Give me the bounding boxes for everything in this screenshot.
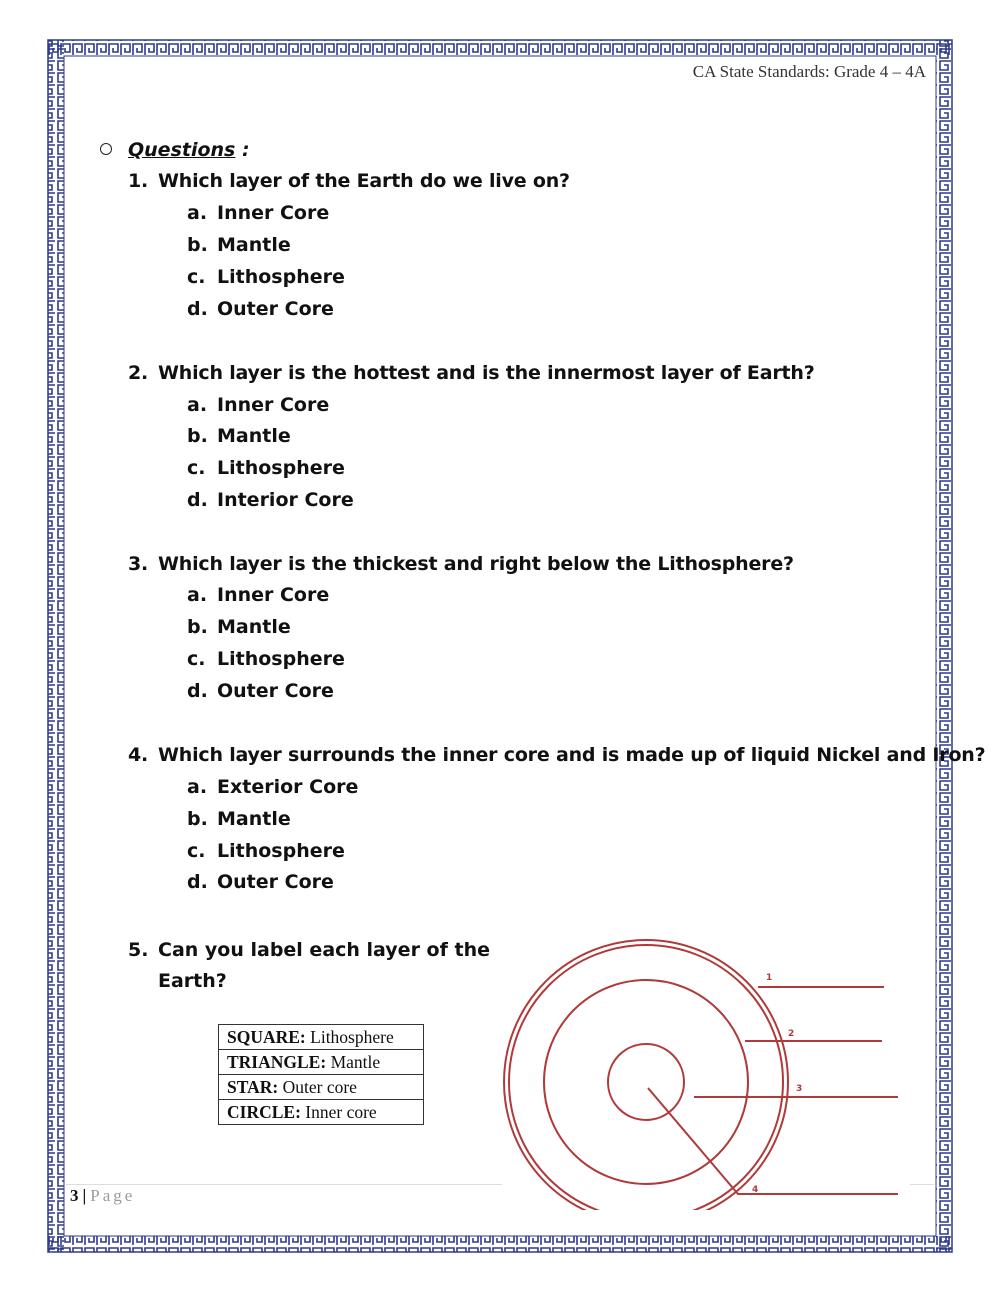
legend-value: Inner core (300, 1101, 377, 1122)
question-3 (128, 553, 794, 575)
option-text: Outer Core (217, 298, 334, 320)
option-text: Lithosphere (217, 266, 345, 288)
header-standard: CA State Standards: Grade 4 – 4A (692, 62, 926, 81)
question-2-option-a[interactable] (187, 394, 329, 416)
option-letter: a. (187, 776, 208, 798)
option-letter: c. (187, 840, 206, 862)
question-4-option-b[interactable] (187, 808, 291, 830)
option-letter: b. (187, 616, 208, 638)
option-text: Lithosphere (217, 457, 345, 479)
question-3-option-c[interactable] (187, 648, 345, 670)
legend-key: SQUARE: (227, 1026, 306, 1047)
question-text: Which layer of the Earth do we live on? (158, 170, 570, 192)
option-text: Lithosphere (217, 648, 345, 670)
question-3-option-d[interactable] (187, 680, 334, 702)
question-4 (128, 744, 985, 766)
question-number: 1. (128, 170, 149, 192)
legend-row (219, 1100, 424, 1125)
legend-row (219, 1050, 424, 1075)
question-text-line-1: Can you label each layer of the (158, 939, 490, 961)
question-3-option-b[interactable] (187, 616, 291, 638)
option-text: Mantle (217, 425, 291, 447)
option-text: Inner Core (217, 202, 330, 224)
question-4-option-c[interactable] (187, 840, 345, 862)
question-number: 5. (128, 939, 149, 961)
question-1-option-d[interactable] (187, 298, 334, 320)
option-letter: b. (187, 808, 208, 830)
legend-key: TRIANGLE: (227, 1051, 327, 1072)
option-letter: a. (187, 584, 208, 606)
option-text: Mantle (217, 616, 291, 638)
legend-value: Mantle (326, 1051, 381, 1072)
option-text: Exterior Core (217, 776, 359, 798)
inner-core-ring (608, 1044, 684, 1120)
option-letter: d. (187, 298, 208, 320)
outer-core-area (571, 1007, 721, 1157)
option-text: Lithosphere (217, 840, 345, 862)
footer-divider (66, 1184, 502, 1185)
question-4-option-d[interactable] (187, 871, 334, 893)
page-footer (70, 1186, 135, 1206)
legend-key: CIRCLE: (227, 1101, 301, 1122)
circle-bullet-icon (100, 143, 112, 155)
label-line-4[interactable] (648, 1088, 898, 1194)
option-text: Outer Core (217, 871, 334, 893)
question-2-option-d[interactable] (187, 489, 354, 511)
question-1-option-b[interactable] (187, 234, 291, 256)
question-3-option-a[interactable] (187, 584, 329, 606)
legend-row (219, 1075, 424, 1100)
question-5 (128, 935, 490, 997)
mantle-ring (544, 980, 748, 1184)
question-1-option-a[interactable] (187, 202, 329, 224)
question-text: Which layer is the hottest and is the innermost layer of Earth? (158, 362, 815, 384)
page-word: Page (90, 1186, 136, 1205)
question-number: 3. (128, 553, 149, 575)
option-letter: d. (187, 489, 208, 511)
legend-key: STAR: (227, 1076, 279, 1097)
option-text: Inner Core (217, 394, 330, 416)
option-text: Mantle (217, 808, 291, 830)
question-2-option-b[interactable] (187, 425, 291, 447)
footer-separator: | (82, 1186, 87, 1205)
question-4-option-a[interactable] (187, 776, 358, 798)
question-text: Which layer is the thickest and right below the Lithosphere? (158, 553, 794, 575)
option-text: Interior Core (217, 489, 354, 511)
option-text: Inner Core (217, 584, 330, 606)
question-1-option-c[interactable] (187, 266, 345, 288)
option-letter: a. (187, 202, 208, 224)
question-number: 2. (128, 362, 149, 384)
question-text: Which layer surrounds the inner core and is made up of liquid Nickel and Iron? (158, 744, 986, 766)
question-2-option-c[interactable] (187, 457, 345, 479)
legend-value: Lithosphere (305, 1026, 394, 1047)
question-text-line-2: Earth? (158, 970, 227, 992)
option-text: Outer Core (217, 680, 334, 702)
legend-row (219, 1025, 424, 1050)
diagram-label-1: 1 (766, 973, 773, 983)
legend-table (218, 1024, 424, 1125)
option-letter: c. (187, 648, 206, 670)
diagram-label-3: 3 (796, 1084, 803, 1094)
option-letter: b. (187, 425, 208, 447)
question-number: 4. (128, 744, 149, 766)
lithosphere-inner-ring (509, 945, 783, 1210)
option-letter: c. (187, 266, 206, 288)
legend-value: Outer core (278, 1076, 357, 1097)
question-1 (128, 170, 570, 192)
question-2 (128, 362, 815, 384)
page-number: 3 (70, 1186, 79, 1205)
earth-layers-diagram (490, 930, 910, 1210)
section-title-suffix: : (235, 139, 250, 161)
option-letter: d. (187, 871, 208, 893)
section-title-text: Questions (128, 139, 236, 161)
option-letter: c. (187, 457, 206, 479)
diagram-label-2: 2 (788, 1029, 795, 1039)
footer-divider-right (910, 1184, 934, 1185)
option-letter: b. (187, 234, 208, 256)
option-letter: d. (187, 680, 208, 702)
option-letter: a. (187, 394, 208, 416)
section-title (100, 139, 250, 161)
diagram-label-4: 4 (752, 1185, 759, 1195)
option-text: Mantle (217, 234, 291, 256)
